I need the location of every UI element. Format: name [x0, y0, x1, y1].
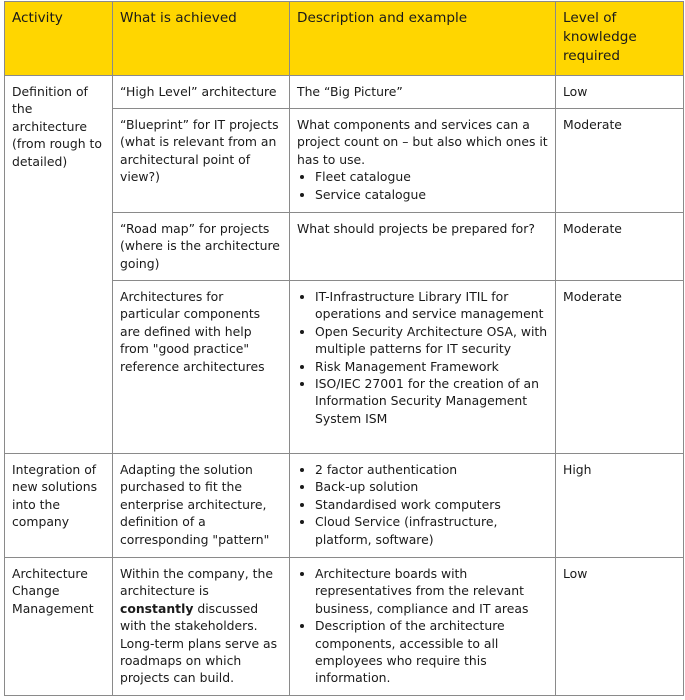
achieved-cell [113, 558, 290, 696]
list-item: • Back-up solution [315, 478, 549, 495]
header-activity: Activity [5, 2, 113, 76]
level-cell: Moderate [556, 281, 684, 454]
bullet-list [297, 565, 549, 687]
knowledge-table [4, 1, 684, 696]
level-cell: Low [556, 76, 684, 109]
achieved-text-line2: Long-term plans serve as roadmaps on which projects can build. [120, 635, 278, 686]
level-cell: Moderate [556, 213, 684, 281]
header-level-label: Level of knowledge required [563, 10, 637, 64]
table-row [5, 76, 684, 109]
achieved-cell: “Road map” for projects (where is the architecture going) [113, 213, 290, 281]
bullet-list [297, 461, 549, 548]
description-cell: What should projects be prepared for? [290, 213, 556, 281]
achieved-cell: Adapting the solution purchased to fit the enterprise architecture, definition of a corresponding "pattern" [113, 454, 290, 558]
achieved-cell: Architectures for particular components are defined with help from "good practice" reference architectures [113, 281, 290, 454]
activity-cell: Integration of new solutions into the company [5, 454, 113, 558]
achieved-text: Within the company, the architecture is [120, 566, 273, 599]
list-item: • IT-Infrastructure Library ITIL for operations and service management [315, 288, 549, 323]
description-cell [290, 558, 556, 696]
list-item: • Standardised work computers [315, 496, 549, 513]
header-level [556, 2, 684, 76]
list-item: • Fleet catalogue [315, 168, 549, 185]
bullet-list [297, 288, 549, 427]
list-item: • ISO/IEC 27001 for the creation of an Information Security Management System ISM [315, 375, 549, 427]
level-cell: Moderate [556, 109, 684, 213]
activity-cell: Architecture Change Management [5, 558, 113, 696]
achieved-emphasis: constantly [120, 600, 194, 616]
level-cell: Low [556, 558, 684, 696]
description-cell [290, 109, 556, 213]
list-item: • 2 factor authentication [315, 461, 549, 478]
header-description: Description and example [290, 2, 556, 76]
activity-cell: Definition of the architecture (from rough to detailed) [5, 76, 113, 454]
achieved-cell: “Blueprint” for IT projects (what is relevant from an architectural point of view?) [113, 109, 290, 213]
description-cell [290, 281, 556, 454]
list-item: • Risk Management Framework [315, 358, 549, 375]
description-cell: The “Big Picture” [290, 76, 556, 109]
table-row [5, 558, 684, 696]
achieved-cell: “High Level” architecture [113, 76, 290, 109]
header-achieved: What is achieved [113, 2, 290, 76]
description-text: What components and services can a project count on – but also which ones it has to use. [297, 117, 548, 167]
description-cell [290, 454, 556, 558]
table-row [5, 454, 684, 558]
achieved-text: discussed with the stakeholders. [120, 600, 259, 634]
table-header-row [5, 2, 684, 76]
list-item: • Cloud Service (infrastructure, platform, software) [315, 513, 549, 548]
list-item: • Description of the architecture components, accessible to all employees who require this information. [315, 617, 549, 687]
bullet-list [297, 168, 549, 203]
list-item: • Open Security Architecture OSA, with multiple patterns for IT security [315, 323, 549, 358]
list-item: • Service catalogue [315, 186, 549, 203]
list-item: • Architecture boards with representatives from the relevant business, compliance and IT areas [315, 565, 549, 617]
level-cell: High [556, 454, 684, 558]
